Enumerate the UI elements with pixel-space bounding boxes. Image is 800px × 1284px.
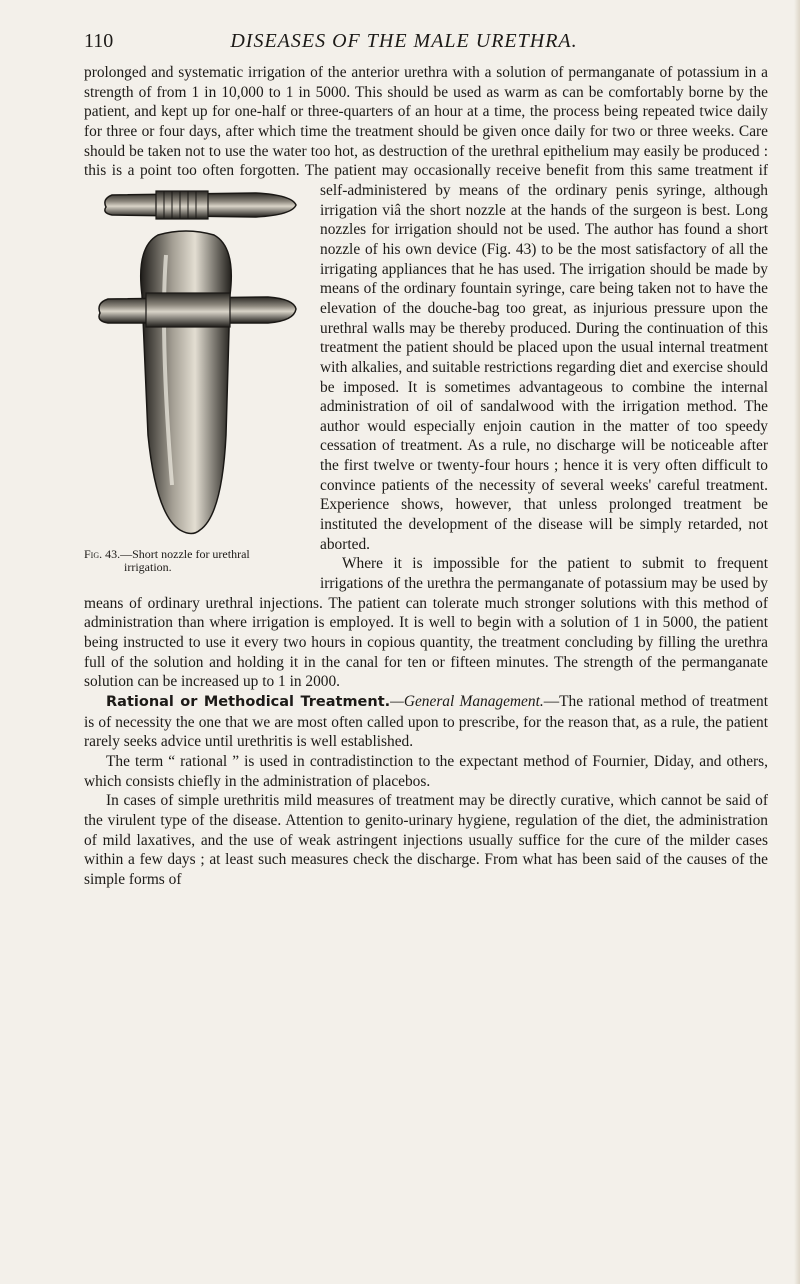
paragraph-5: In cases of simple urethritis mild measures of treatment may be directly curative, which cannot be said of the virulent type of the disease. Attention to genito-urinary hygiene, regulation of the diet, the administration of mild laxatives, and the use of weak astringent injections usually suffice for the cure of the milder cases within a few days ; at least such measures check the discharge. From what has been said of the causes of the simple forms of [84, 792, 768, 888]
running-head: DISEASES OF THE MALE URETHRA. [230, 30, 578, 52]
section-subheading: —General Management. [390, 693, 544, 710]
body-text [84, 63, 768, 890]
page-header [84, 30, 724, 54]
paragraph-1 [84, 63, 768, 574]
caption-line-2: irrigation. [124, 559, 172, 574]
figure-43 [84, 185, 312, 582]
caption-line-1: —Short nozzle for urethral [120, 546, 250, 561]
page-number: 110 [84, 30, 114, 52]
figure-caption [84, 548, 312, 574]
page-edge-shadow [794, 0, 800, 1284]
caption-number: Fig. 43. [84, 546, 121, 561]
section-heading: Rational or Methodical Treatment. [106, 694, 391, 710]
paragraph-2: Where it is impossible for the patient to submit to frequent irrigations of the urethra the permanganate of potassium may be used by means of ordinary urethral injections. The patient can tolerate much stronger solutions with this method of administration than where irrigation is employed. It is well to begin with a solution of 1 in 5000, the patient being instructed to use it every two hours in copious quantity, the treatment concluding by filling the urethra full of the solution and holding it in the canal for ten or fifteen minutes. The strength of the permanganate solution can be increased up to 1 in 2000. [84, 555, 768, 691]
paragraph-4: The term “ rational ” is used in contradistinction to the expectant method of Fournier, Diday, and others, which consists chiefly in the administration of placebos. [84, 752, 768, 790]
urethral-nozzle-illustration [96, 185, 300, 540]
paragraph-3-body: —The rational method of treatment is of necessity the one that we are most often called upon to prescribe, for the reason that, as a rule, the patient rarely seeks advice until urethritis is well established. [84, 693, 769, 751]
paragraph-3 [84, 692, 768, 752]
paragraph-1-wrap: means of the ordinary penis syringe, although irrigation viâ the short nozzle at the hands of the surgeon is best. Long nozzles for irrigation should not be used. The author has found a short nozzle of his own device (Fig. 43) to be the most satisfactory of all the irrigating appliances that he has used. The irrigation should be made by means of the ordinary fountain syringe, care being taken not to have the elevation of the douche-bag too great, as injurious pressure upon the urethral walls may be thereby produced. During the continuation of this treatment the patient should be placed upon the usual internal treatment with alkalies, and suitable restrictions regarding diet and exercise should be imposed. It is sometimes advantageous to combine the internal administration of oil of sandalwood with the irrigation method. The author would especially enjoin caution in the matter of too speedy cessation of treatment. As a rule, no discharge will be noticeable after the first twelve or twenty-four hours ; hence it is very often difficult to convince patients of the necessity of several weeks' careful treatment. Experience shows, however, that unless prolonged treatment be instituted the development of the disease will be simply retarded, not aborted. [320, 181, 768, 553]
paragraph-1-top: prolonged and systematic irrigation of the anterior urethra with a solution of permanganate of potassium in a strength of from 1 in 10,000 to 1 in 5000. This should be used as warm as can be comfortably borne by the patient, and kept up for one-half or three-quarters of an hour at a time, the process being repeated twice daily for three or four days, after which time the treatment should be given once daily for two or three weeks. Care should be taken not to use the water too hot, as destruction of the urethral epithelium may easily be produced : this is a point too often forgotten. The patient may occasionally receive benefit from this same treatment if self-administered by [84, 64, 768, 199]
